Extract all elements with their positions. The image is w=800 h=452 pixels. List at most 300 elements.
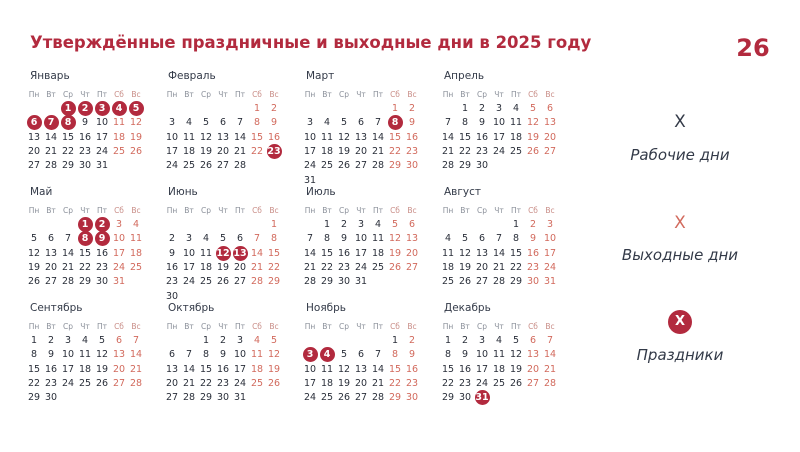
workday: 4 bbox=[495, 335, 503, 346]
workday: 29 bbox=[27, 392, 41, 404]
workday: 30 bbox=[44, 392, 58, 404]
workday: 25 bbox=[320, 160, 334, 172]
workday: 20 bbox=[354, 145, 368, 157]
weekday-header: Чт bbox=[218, 90, 228, 99]
workday: 14 bbox=[371, 131, 385, 143]
holiday-day: 3 bbox=[302, 348, 318, 361]
day-off: 2 bbox=[408, 103, 416, 114]
workday: 23 bbox=[78, 145, 92, 157]
workday: 20 bbox=[216, 145, 230, 157]
day-off: 29 bbox=[388, 392, 402, 404]
weekday-header: Вт bbox=[184, 206, 194, 215]
day-off: 18 bbox=[129, 247, 143, 259]
workday: 15 bbox=[199, 363, 213, 375]
holiday-day: 9 bbox=[94, 232, 110, 245]
workday: 29 bbox=[199, 392, 213, 404]
workday: 4 bbox=[444, 233, 452, 245]
workday: 2 bbox=[461, 335, 469, 346]
weekday-header: Вс bbox=[545, 206, 555, 215]
workday: 17 bbox=[61, 363, 75, 375]
workday: 19 bbox=[337, 145, 351, 157]
weekday-header: Пт bbox=[510, 90, 521, 99]
workday: 9 bbox=[47, 349, 55, 361]
day-off: 5 bbox=[270, 335, 278, 346]
logo-text: 26 bbox=[736, 34, 770, 62]
day-off: 18 bbox=[250, 363, 264, 375]
holiday-day: 3 bbox=[94, 102, 110, 115]
workday: 24 bbox=[492, 145, 506, 157]
day-off: 31 bbox=[112, 276, 126, 288]
workday: 26 bbox=[27, 276, 41, 288]
workday: 12 bbox=[509, 349, 523, 361]
workday: 19 bbox=[95, 363, 109, 375]
workday: 13 bbox=[354, 131, 368, 143]
weekday-header: Пт bbox=[96, 322, 107, 331]
workday: 11 bbox=[441, 247, 455, 259]
weekday-header: Чт bbox=[494, 322, 504, 331]
workday: 6 bbox=[168, 349, 176, 361]
holiday-day: 4 bbox=[319, 348, 335, 361]
weekday-header: Вс bbox=[269, 90, 279, 99]
day-off: 30 bbox=[405, 160, 419, 172]
workday: 1 bbox=[323, 219, 331, 230]
day-off: 28 bbox=[129, 377, 143, 389]
workday: 11 bbox=[509, 117, 523, 129]
weekday-header: Сб bbox=[390, 206, 400, 215]
weekday-header: Вс bbox=[407, 206, 417, 215]
workday: 17 bbox=[95, 131, 109, 143]
workday: 9 bbox=[81, 117, 89, 129]
workday: 28 bbox=[492, 276, 506, 288]
day-off: 8 bbox=[253, 117, 261, 129]
workday: 9 bbox=[340, 233, 348, 245]
workday: 13 bbox=[216, 131, 230, 143]
workday: 18 bbox=[441, 261, 455, 273]
workday: 17 bbox=[475, 363, 489, 375]
weekday-header: Вс bbox=[545, 322, 555, 331]
workday: 8 bbox=[444, 349, 452, 361]
workday: 22 bbox=[61, 145, 75, 157]
weekday-header: Ср bbox=[477, 206, 487, 215]
holiday-day: 8 bbox=[77, 232, 93, 245]
workday: 15 bbox=[78, 247, 92, 259]
workday: 25 bbox=[182, 160, 196, 172]
workday: 9 bbox=[219, 349, 227, 361]
weekday-header: Ср bbox=[63, 90, 73, 99]
workday: 3 bbox=[495, 103, 503, 114]
holiday-day: 1 bbox=[60, 102, 76, 115]
workday: 24 bbox=[354, 261, 368, 273]
workday: 26 bbox=[458, 276, 472, 288]
workday: 29 bbox=[78, 276, 92, 288]
day-off: 6 bbox=[115, 335, 123, 346]
workday: 14 bbox=[61, 247, 75, 259]
workday: 26 bbox=[337, 392, 351, 404]
logo bbox=[736, 30, 770, 64]
workday: 23 bbox=[458, 377, 472, 389]
day-off: 15 bbox=[388, 363, 402, 375]
workday: 11 bbox=[492, 349, 506, 361]
workday: 22 bbox=[27, 377, 41, 389]
workday: 21 bbox=[371, 377, 385, 389]
workday: 6 bbox=[357, 117, 365, 129]
weekday-header: Сб bbox=[252, 90, 262, 99]
holiday-day: 2 bbox=[94, 218, 110, 231]
workday: 25 bbox=[509, 145, 523, 157]
day-off: 22 bbox=[388, 145, 402, 157]
weekday-header: Ср bbox=[477, 90, 487, 99]
workday: 24 bbox=[165, 160, 179, 172]
workday: 13 bbox=[44, 247, 58, 259]
day-off: 20 bbox=[405, 247, 419, 259]
day-off: 14 bbox=[543, 349, 557, 361]
workday: 3 bbox=[306, 117, 314, 129]
workday: 16 bbox=[44, 363, 58, 375]
dayoff-marker-icon: X bbox=[674, 213, 686, 233]
month-name: Январь bbox=[30, 70, 70, 82]
workday: 23 bbox=[165, 276, 179, 288]
day-off: 2 bbox=[408, 335, 416, 346]
workday: 1 bbox=[444, 335, 452, 346]
workday: 4 bbox=[374, 219, 382, 230]
day-off: 27 bbox=[405, 261, 419, 273]
workday: 11 bbox=[199, 247, 213, 259]
workday: 16 bbox=[337, 247, 351, 259]
workday: 17 bbox=[492, 131, 506, 143]
day-off: 27 bbox=[112, 377, 126, 389]
workday: 23 bbox=[44, 377, 58, 389]
workday: 14 bbox=[303, 247, 317, 259]
day-off: 20 bbox=[526, 363, 540, 375]
workday: 10 bbox=[165, 131, 179, 143]
workday: 24 bbox=[475, 377, 489, 389]
weekday-header: Ср bbox=[339, 206, 349, 215]
day-off: 22 bbox=[388, 377, 402, 389]
workday: 21 bbox=[44, 145, 58, 157]
workday: 3 bbox=[357, 219, 365, 230]
workday: 11 bbox=[182, 131, 196, 143]
day-off: 15 bbox=[388, 131, 402, 143]
month-name: Сентябрь bbox=[30, 302, 83, 314]
workday: 1 bbox=[30, 335, 38, 346]
day-off: 26 bbox=[267, 377, 281, 389]
workday: 9 bbox=[461, 349, 469, 361]
day-off: 9 bbox=[529, 233, 537, 245]
day-off: 28 bbox=[543, 377, 557, 389]
workday: 22 bbox=[320, 261, 334, 273]
workday: 16 bbox=[78, 131, 92, 143]
workday: 8 bbox=[30, 349, 38, 361]
workday: 10 bbox=[233, 349, 247, 361]
weekday-header: Сб bbox=[252, 206, 262, 215]
workday: 5 bbox=[340, 117, 348, 129]
workday: 16 bbox=[458, 363, 472, 375]
day-off: 14 bbox=[250, 247, 264, 259]
workday: 21 bbox=[303, 261, 317, 273]
day-off: 11 bbox=[250, 349, 264, 361]
day-off: 26 bbox=[388, 261, 402, 273]
workday: 31 bbox=[95, 160, 109, 172]
workday: 17 bbox=[303, 145, 317, 157]
weekday-header: Пн bbox=[304, 206, 316, 215]
month-name: Декабрь bbox=[444, 302, 491, 314]
workday: 11 bbox=[320, 131, 334, 143]
workday: 31 bbox=[354, 276, 368, 288]
workday: 12 bbox=[27, 247, 41, 259]
workday: 10 bbox=[354, 233, 368, 245]
workday: 19 bbox=[509, 363, 523, 375]
workday: 2 bbox=[168, 233, 176, 245]
workday: 5 bbox=[461, 233, 469, 245]
day-off: 3 bbox=[546, 219, 554, 230]
day-off: 17 bbox=[112, 247, 126, 259]
workday: 3 bbox=[478, 335, 486, 346]
workday: 10 bbox=[95, 117, 109, 129]
workday: 26 bbox=[216, 276, 230, 288]
day-off: 13 bbox=[405, 233, 419, 245]
workday: 7 bbox=[374, 349, 382, 361]
day-off: 31 bbox=[543, 276, 557, 288]
workday: 27 bbox=[216, 160, 230, 172]
workday: 18 bbox=[371, 247, 385, 259]
workday: 23 bbox=[475, 145, 489, 157]
day-off: 12 bbox=[129, 117, 143, 129]
weekday-header: Вс bbox=[407, 90, 417, 99]
workday: 28 bbox=[371, 392, 385, 404]
workday: 11 bbox=[371, 233, 385, 245]
workday: 17 bbox=[233, 363, 247, 375]
workday: 3 bbox=[236, 335, 244, 346]
workday: 2 bbox=[340, 219, 348, 230]
day-off: 12 bbox=[267, 349, 281, 361]
workday: 18 bbox=[320, 377, 334, 389]
workday: 2 bbox=[478, 103, 486, 114]
day-off: 24 bbox=[543, 261, 557, 273]
month-name: Апрель bbox=[444, 70, 485, 82]
workday: 4 bbox=[185, 117, 193, 129]
weekday-header: Пн bbox=[28, 206, 40, 215]
workday: 1 bbox=[391, 335, 399, 346]
workday: 25 bbox=[199, 276, 213, 288]
workday: 14 bbox=[233, 131, 247, 143]
day-off: 9 bbox=[270, 117, 278, 129]
weekday-header: Пт bbox=[510, 206, 521, 215]
workday: 21 bbox=[182, 377, 196, 389]
workday: 28 bbox=[233, 160, 247, 172]
workday: 19 bbox=[216, 261, 230, 273]
day-off: 23 bbox=[405, 145, 419, 157]
workday: 18 bbox=[492, 363, 506, 375]
weekday-header: Пн bbox=[166, 90, 178, 99]
workday: 27 bbox=[354, 160, 368, 172]
workday: 24 bbox=[61, 377, 75, 389]
page-title: Утверждённые праздничные и выходные дни в 2025 году bbox=[30, 33, 592, 52]
workday: 23 bbox=[216, 377, 230, 389]
day-off: 18 bbox=[112, 131, 126, 143]
workday: 12 bbox=[95, 349, 109, 361]
weekday-header: Вт bbox=[460, 206, 470, 215]
weekday-header: Пт bbox=[96, 206, 107, 215]
holiday-day: 31 bbox=[475, 392, 489, 404]
day-off: 2 bbox=[270, 103, 278, 114]
weekday-header: Ср bbox=[477, 322, 487, 331]
workday: 15 bbox=[458, 131, 472, 143]
weekday-header: Вт bbox=[460, 90, 470, 99]
workday: 5 bbox=[202, 117, 210, 129]
day-off: 6 bbox=[529, 335, 537, 346]
weekday-header: Чт bbox=[356, 322, 366, 331]
workday: 3 bbox=[168, 117, 176, 129]
holiday-marker-icon: X bbox=[668, 310, 692, 334]
workday: 29 bbox=[61, 160, 75, 172]
workday: 7 bbox=[185, 349, 193, 361]
workday: 18 bbox=[509, 131, 523, 143]
workday: 16 bbox=[216, 363, 230, 375]
workday: 24 bbox=[95, 145, 109, 157]
weekday-header: Вс bbox=[269, 206, 279, 215]
weekday-header: Пн bbox=[304, 322, 316, 331]
workday: 22 bbox=[199, 377, 213, 389]
day-off: 27 bbox=[526, 377, 540, 389]
workday: 14 bbox=[441, 131, 455, 143]
weekday-header: Чт bbox=[80, 322, 90, 331]
day-off: 7 bbox=[546, 335, 554, 346]
day-off: 11 bbox=[112, 117, 126, 129]
workday: 26 bbox=[95, 377, 109, 389]
workday: 16 bbox=[475, 131, 489, 143]
workday: 28 bbox=[303, 276, 317, 288]
workday: 23 bbox=[337, 261, 351, 273]
weekday-header: Пт bbox=[234, 322, 245, 331]
holiday-day: 1 bbox=[77, 218, 93, 231]
weekday-header: Ср bbox=[339, 90, 349, 99]
workday: 5 bbox=[512, 335, 520, 346]
weekday-header: Пн bbox=[28, 322, 40, 331]
workday: 8 bbox=[323, 233, 331, 245]
workday: 13 bbox=[165, 363, 179, 375]
weekday-header: Пт bbox=[372, 90, 383, 99]
day-off: 7 bbox=[132, 335, 140, 346]
workday: 4 bbox=[81, 335, 89, 346]
workday: 3 bbox=[185, 233, 193, 245]
workday: 6 bbox=[357, 349, 365, 361]
workday: 19 bbox=[337, 377, 351, 389]
day-off: 4 bbox=[253, 335, 261, 346]
workday: 27 bbox=[165, 392, 179, 404]
day-off: 21 bbox=[250, 261, 264, 273]
day-off: 8 bbox=[391, 349, 399, 361]
holiday-day: 13 bbox=[233, 247, 247, 259]
workday: 14 bbox=[371, 363, 385, 375]
workday: 17 bbox=[303, 377, 317, 389]
legend-days-off: Выходные дни bbox=[621, 246, 739, 264]
month-name: Июль bbox=[306, 186, 336, 198]
workday: 15 bbox=[441, 363, 455, 375]
workday: 6 bbox=[478, 233, 486, 245]
day-off: 20 bbox=[112, 363, 126, 375]
day-off: 22 bbox=[267, 261, 281, 273]
day-off: 6 bbox=[408, 219, 416, 230]
workday: 20 bbox=[233, 261, 247, 273]
holiday-day: 12 bbox=[216, 247, 230, 259]
workday: 27 bbox=[27, 160, 41, 172]
workday: 28 bbox=[182, 392, 196, 404]
weekday-header: Пт bbox=[510, 322, 521, 331]
workday: 30 bbox=[337, 276, 351, 288]
workday: 2 bbox=[47, 335, 55, 346]
holiday-day: 8 bbox=[387, 116, 403, 129]
weekday-header: Вс bbox=[269, 322, 279, 331]
workday: 15 bbox=[27, 363, 41, 375]
day-off: 29 bbox=[267, 276, 281, 288]
workday: 22 bbox=[509, 261, 523, 273]
workday: 24 bbox=[303, 160, 317, 172]
workday: 17 bbox=[354, 247, 368, 259]
weekday-header: Пт bbox=[372, 206, 383, 215]
workday: 8 bbox=[461, 117, 469, 129]
workday: 5 bbox=[340, 349, 348, 361]
workday: 12 bbox=[337, 131, 351, 143]
workday: 10 bbox=[475, 349, 489, 361]
holiday-day: 2 bbox=[77, 102, 93, 115]
workday: 10 bbox=[492, 117, 506, 129]
workday: 14 bbox=[182, 363, 196, 375]
holiday-day: 7 bbox=[43, 116, 59, 129]
workday: 9 bbox=[478, 117, 486, 129]
workday: 30 bbox=[475, 160, 489, 172]
workday: 8 bbox=[202, 349, 210, 361]
workday: 30 bbox=[216, 392, 230, 404]
weekday-header: Пт bbox=[96, 90, 107, 99]
weekday-header: Вт bbox=[46, 206, 56, 215]
day-off: 3 bbox=[115, 219, 123, 230]
workday: 18 bbox=[78, 363, 92, 375]
day-off: 5 bbox=[391, 219, 399, 230]
workday: 30 bbox=[95, 276, 109, 288]
holiday-day: 8 bbox=[60, 116, 76, 129]
workday: 30 bbox=[165, 290, 179, 302]
weekday-header: Сб bbox=[252, 322, 262, 331]
day-off: 17 bbox=[543, 247, 557, 259]
weekday-header: Ср bbox=[201, 322, 211, 331]
weekday-header: Пн bbox=[28, 90, 40, 99]
day-off: 11 bbox=[129, 233, 143, 245]
day-off: 25 bbox=[129, 261, 143, 273]
day-off: 26 bbox=[526, 145, 540, 157]
month-name: Ноябрь bbox=[306, 302, 346, 314]
workday: 23 bbox=[95, 261, 109, 273]
day-off: 15 bbox=[267, 247, 281, 259]
day-off: 27 bbox=[543, 145, 557, 157]
weekday-header: Сб bbox=[528, 322, 538, 331]
day-off: 19 bbox=[526, 131, 540, 143]
day-off: 30 bbox=[526, 276, 540, 288]
weekday-header: Вс bbox=[131, 90, 141, 99]
workday: 13 bbox=[354, 363, 368, 375]
day-off: 15 bbox=[250, 131, 264, 143]
day-off: 21 bbox=[129, 363, 143, 375]
workday: 7 bbox=[236, 117, 244, 129]
weekday-header: Чт bbox=[494, 90, 504, 99]
day-off: 30 bbox=[405, 392, 419, 404]
workday: 28 bbox=[44, 160, 58, 172]
workday: 19 bbox=[458, 261, 472, 273]
day-off: 13 bbox=[543, 117, 557, 129]
workday: 25 bbox=[371, 261, 385, 273]
workday: 26 bbox=[337, 160, 351, 172]
workday: 21 bbox=[441, 145, 455, 157]
day-off: 25 bbox=[250, 377, 264, 389]
